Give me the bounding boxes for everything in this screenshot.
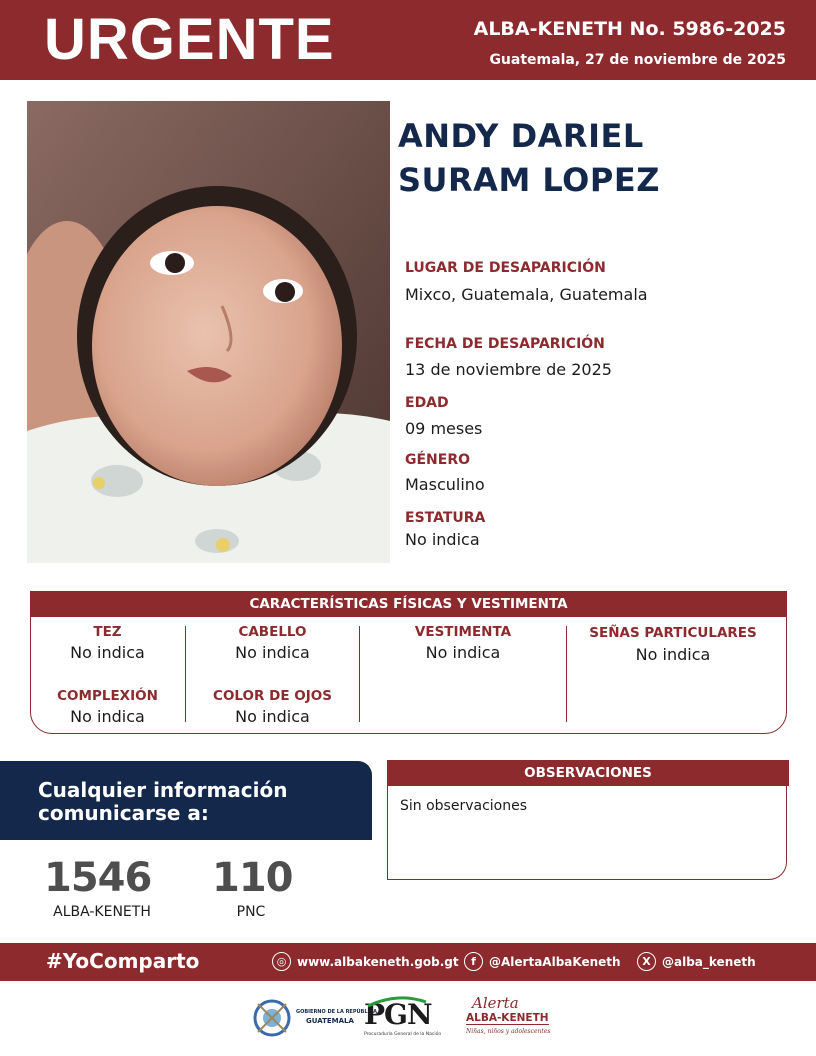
char-value-senas: No indica xyxy=(635,645,711,664)
phone-number-pnc: 110 xyxy=(212,855,293,901)
char-label-tez: TEZ xyxy=(93,624,122,640)
detail-label-height: ESTATURA xyxy=(405,510,486,526)
person-name-line1: ANDY DARIEL xyxy=(398,117,644,155)
facebook-icon: f xyxy=(464,952,483,971)
char-label-cabello: CABELLO xyxy=(238,624,307,640)
detail-label-gender: GÉNERO xyxy=(405,452,471,468)
website-link[interactable] xyxy=(272,952,459,971)
detail-value-age: 09 meses xyxy=(405,419,483,438)
government-logo xyxy=(250,996,377,1040)
char-label-eye-color: COLOR DE OJOS xyxy=(213,688,332,704)
website-text: www.albakeneth.gob.gt xyxy=(297,954,459,969)
char-value-eye-color: No indica xyxy=(235,707,310,726)
pgn-subtitle: Procuraduría General de la Nación xyxy=(364,1032,442,1037)
pgn-text: PGN xyxy=(364,998,432,1031)
guatemala-seal-icon xyxy=(250,996,294,1040)
contact-text xyxy=(38,779,288,825)
detail-label-place: LUGAR DE DESAPARICIÓN xyxy=(405,260,606,276)
facebook-text: @AlertaAlbaKeneth xyxy=(489,954,621,969)
characteristics-title: CARACTERÍSTICAS FÍSICAS Y VESTIMENTA xyxy=(30,591,787,617)
alert-number: ALBA-KENETH No. 5986-2025 xyxy=(473,18,786,40)
char-value-cabello: No indica xyxy=(235,643,310,662)
alba-subtitle: Niñas, niños y adolescentes xyxy=(466,1028,551,1035)
contact-line2: comunicarse a: xyxy=(38,801,209,825)
alerta-text: Alerta xyxy=(472,994,519,1012)
detail-value-place: Mixco, Guatemala, Guatemala xyxy=(405,285,648,304)
phone-number-alba: 1546 xyxy=(44,855,152,901)
alba-keneth-logo xyxy=(466,994,551,1040)
char-value-tez: No indica xyxy=(70,643,145,662)
alba-keneth-text: ALBA-KENETH xyxy=(466,1012,549,1024)
hashtag: #YoComparto xyxy=(46,949,200,973)
x-text: @alba_keneth xyxy=(662,954,756,969)
gov-text-line2: GUATEMALA xyxy=(306,1017,354,1025)
divider xyxy=(359,626,360,722)
detail-label-date: FECHA DE DESAPARICIÓN xyxy=(405,336,605,352)
observations-title: OBSERVACIONES xyxy=(387,760,789,786)
char-value-complexion: No indica xyxy=(70,707,145,726)
char-label-vestimenta: VESTIMENTA xyxy=(414,624,512,640)
char-value-vestimenta: No indica xyxy=(425,643,501,662)
char-label-complexion: COMPLEXIÓN xyxy=(57,688,158,704)
missing-person-photo xyxy=(27,101,390,563)
alert-date: Guatemala, 27 de noviembre de 2025 xyxy=(489,52,786,68)
detail-value-date: 13 de noviembre de 2025 xyxy=(405,360,612,379)
x-icon: X xyxy=(637,952,656,971)
gov-text-line1: GOBIERNO DE LA REPÚBLICA xyxy=(296,1009,377,1015)
detail-value-height: No indica xyxy=(405,530,480,549)
globe-icon: ◎ xyxy=(272,952,291,971)
person-name-line2: SURAM LOPEZ xyxy=(398,161,660,199)
x-link[interactable] xyxy=(637,952,756,971)
person-name xyxy=(398,114,798,202)
pgn-logo xyxy=(362,996,458,1040)
phone-label-pnc: PNC xyxy=(236,904,266,920)
urgent-title: URGENTE xyxy=(44,7,335,72)
phone-label-alba: ALBA-KENETH xyxy=(53,904,151,920)
char-label-senas: SEÑAS PARTICULARES xyxy=(589,625,757,641)
observations-text: Sin observaciones xyxy=(400,798,528,814)
detail-value-gender: Masculino xyxy=(405,475,485,494)
detail-label-age: EDAD xyxy=(405,395,449,411)
facebook-link[interactable] xyxy=(464,952,621,971)
pgn-swoosh-icon xyxy=(368,996,428,1016)
contact-line1: Cualquier información xyxy=(38,778,288,802)
